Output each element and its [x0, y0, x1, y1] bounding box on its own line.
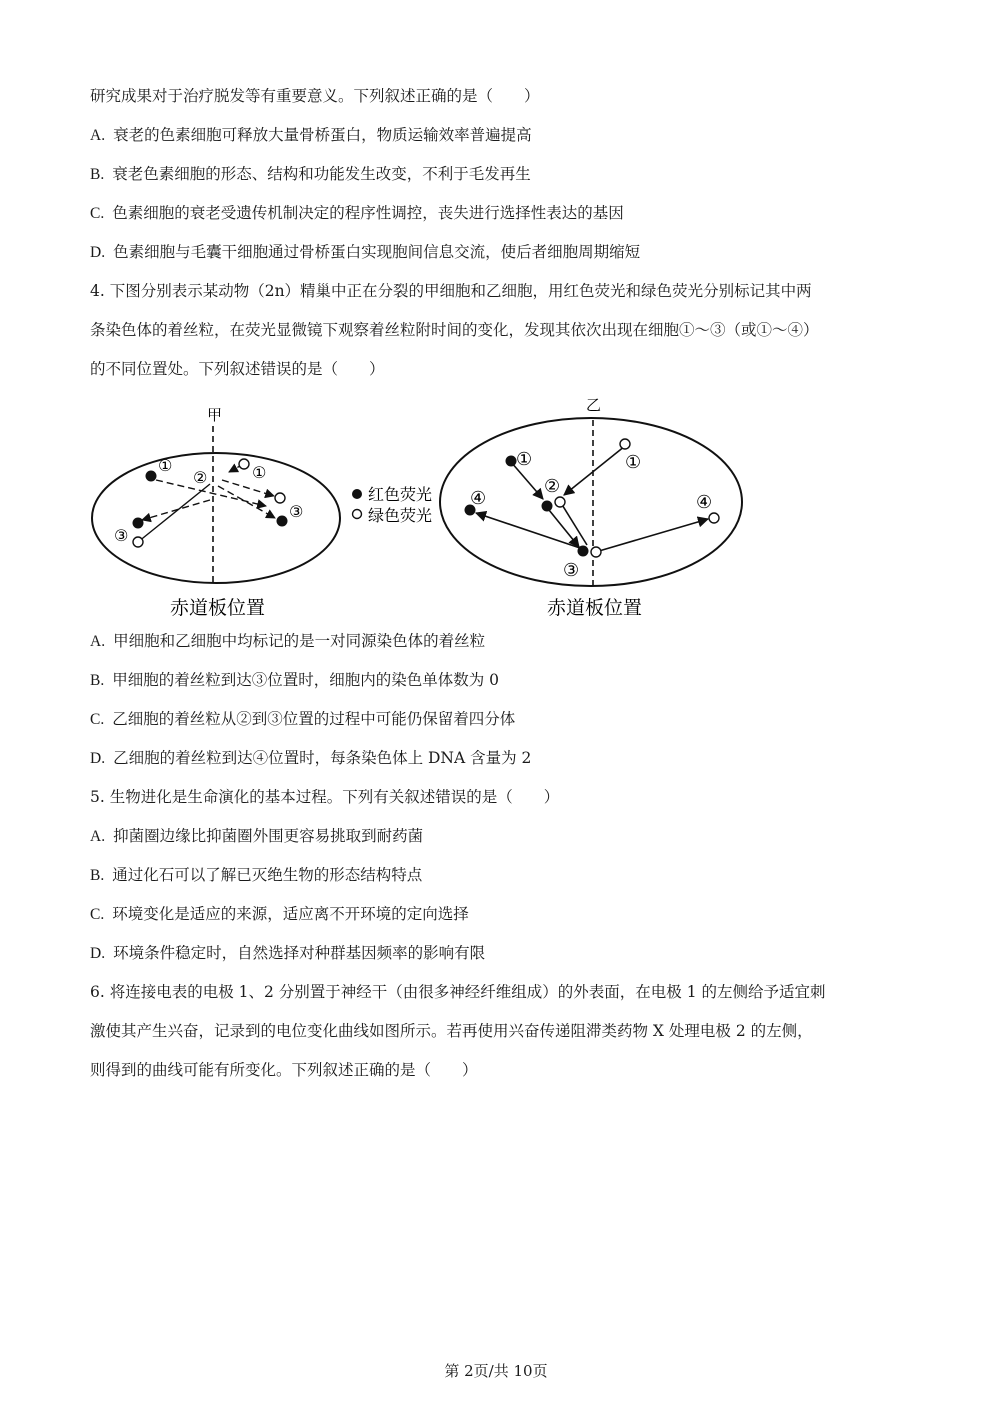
marker-4: ④ — [696, 492, 713, 513]
option-text: 环境变化是适应的来源，适应离不开环境的定向选择 — [112, 905, 469, 923]
red-dot — [506, 456, 517, 467]
option-letter: C. — [90, 906, 105, 923]
q4-option-d — [90, 748, 920, 769]
q5-option-d — [90, 943, 920, 964]
marker-2: ② — [544, 476, 561, 497]
cell-a-plate-label: 赤道板位置 — [170, 597, 266, 619]
green-dot — [555, 497, 565, 507]
legend — [352, 485, 432, 525]
q4-stem-line-2: 条染色体的着丝粒，在荧光显微镜下观察着丝粒附时间的变化，发现其依次出现在细胞①～③（或①～④） — [90, 321, 819, 339]
q3-option-b — [90, 164, 920, 185]
q3-stem-tail: 研究成果对于治疗脱发等有重要意义。下列叙述正确的是（ ） — [90, 87, 540, 105]
option-letter: B. — [90, 672, 105, 689]
marker-1: ① — [625, 452, 642, 473]
legend-red-label: 红色荧光 — [368, 485, 433, 504]
cell-b-plate-label: 赤道板位置 — [547, 597, 643, 619]
legend-green-label: 绿色荧光 — [368, 506, 433, 525]
green-dot — [709, 513, 719, 523]
option-letter: D. — [90, 945, 106, 962]
q5-stem: 5. 生物进化是生命演化的基本过程。下列有关叙述错误的是（ ） — [90, 788, 560, 806]
q5-option-a — [90, 826, 920, 847]
option-text: 通过化石可以了解已灭绝生物的形态结构特点 — [112, 866, 423, 884]
option-letter: B. — [90, 166, 105, 183]
cell-b-label: 乙 — [586, 396, 602, 414]
q4-stem-line-1: 4. 下图分别表示某动物（2n）精巢中正在分裂的甲细胞和乙细胞，用红色荧光和绿色荧光分别标记其中两 — [90, 282, 812, 300]
legend-green-swatch — [353, 510, 362, 519]
option-letter: B. — [90, 867, 105, 884]
option-letter: C. — [90, 711, 105, 728]
q3-option-a — [90, 125, 920, 146]
q6-stem-line-3: 则得到的曲线可能有所变化。下列叙述正确的是（ ） — [90, 1061, 478, 1079]
option-text: 衰老的色素细胞可释放大量骨桥蛋白，物质运输效率普遍提高 — [113, 126, 532, 144]
option-text: 乙细胞的着丝粒从②到③位置的过程中可能仍保留着四分体 — [112, 710, 516, 728]
option-text: 甲细胞的着丝粒到达③位置时，细胞内的染色单体数为 0 — [112, 671, 500, 689]
red-dot — [578, 546, 589, 557]
green-dot — [620, 439, 630, 449]
marker-4: ④ — [470, 488, 487, 509]
q6-stem-line-1: 6. 将连接电表的电极 1、2 分别置于神经干（由很多神经纤维组成）的外表面，在电极 1 的左侧给予适宜刺 — [90, 983, 826, 1001]
q4-option-b — [90, 670, 920, 691]
option-text: 色素细胞的衰老受遗传机制决定的程序性调控，丧失进行选择性表达的基因 — [112, 204, 624, 222]
option-letter: C. — [90, 205, 105, 222]
green-dot — [133, 537, 143, 547]
marker-3: ③ — [289, 502, 304, 521]
q4-option-c — [90, 709, 920, 730]
option-letter: D. — [90, 244, 106, 261]
red-dot — [277, 516, 288, 527]
q4-option-a — [90, 631, 920, 652]
option-text: 色素细胞与毛囊干细胞通过骨桥蛋白实现胞间信息交流，使后者细胞周期缩短 — [113, 243, 641, 261]
green-dot — [591, 547, 601, 557]
option-text: 甲细胞和乙细胞中均标记的是一对同源染色体的着丝粒 — [113, 632, 486, 650]
marker-3: ③ — [114, 526, 129, 545]
option-letter: A. — [90, 633, 106, 650]
marker-1: ① — [158, 456, 173, 475]
q4-stem-line-3: 的不同位置处。下列叙述错误的是（ ） — [90, 360, 385, 378]
option-text: 抑菌圈边缘比抑菌圈外围更容易挑取到耐药菌 — [113, 827, 424, 845]
green-dot — [275, 493, 285, 503]
cell-b — [440, 396, 742, 619]
option-letter: D. — [90, 750, 106, 767]
marker-3: ③ — [563, 560, 580, 581]
option-text: 乙细胞的着丝粒到达④位置时，每条染色体上 DNA 含量为 2 — [113, 749, 532, 767]
option-letter: A. — [90, 127, 106, 144]
marker-1: ① — [252, 463, 267, 482]
green-dot — [239, 459, 249, 469]
q5-option-c — [90, 904, 920, 925]
q3-option-c — [90, 203, 920, 224]
red-dot — [542, 501, 553, 512]
red-dot — [133, 518, 144, 529]
option-letter: A. — [90, 828, 106, 845]
marker-1: ① — [516, 449, 533, 470]
option-text: 环境条件稳定时，自然选择对种群基因频率的影响有限 — [113, 944, 486, 962]
marker-2: ② — [193, 468, 208, 487]
legend-red-swatch — [352, 489, 362, 499]
q3-option-d — [90, 242, 920, 263]
cell-a-label: 甲 — [207, 406, 223, 424]
q6-stem-line-2: 激使其产生兴奋，记录到的电位变化曲线如图所示。若再使用兴奋传递阻滞类药物 X 处理电极 2 的左侧， — [90, 1022, 813, 1040]
cell-a — [92, 406, 340, 619]
option-text: 衰老色素细胞的形态、结构和功能发生改变，不利于毛发再生 — [112, 165, 531, 183]
red-dot — [146, 471, 157, 482]
page-footer: 第 2页/共 10页 — [444, 1362, 548, 1380]
cell-division-figure — [90, 388, 750, 620]
q5-option-b — [90, 865, 920, 886]
